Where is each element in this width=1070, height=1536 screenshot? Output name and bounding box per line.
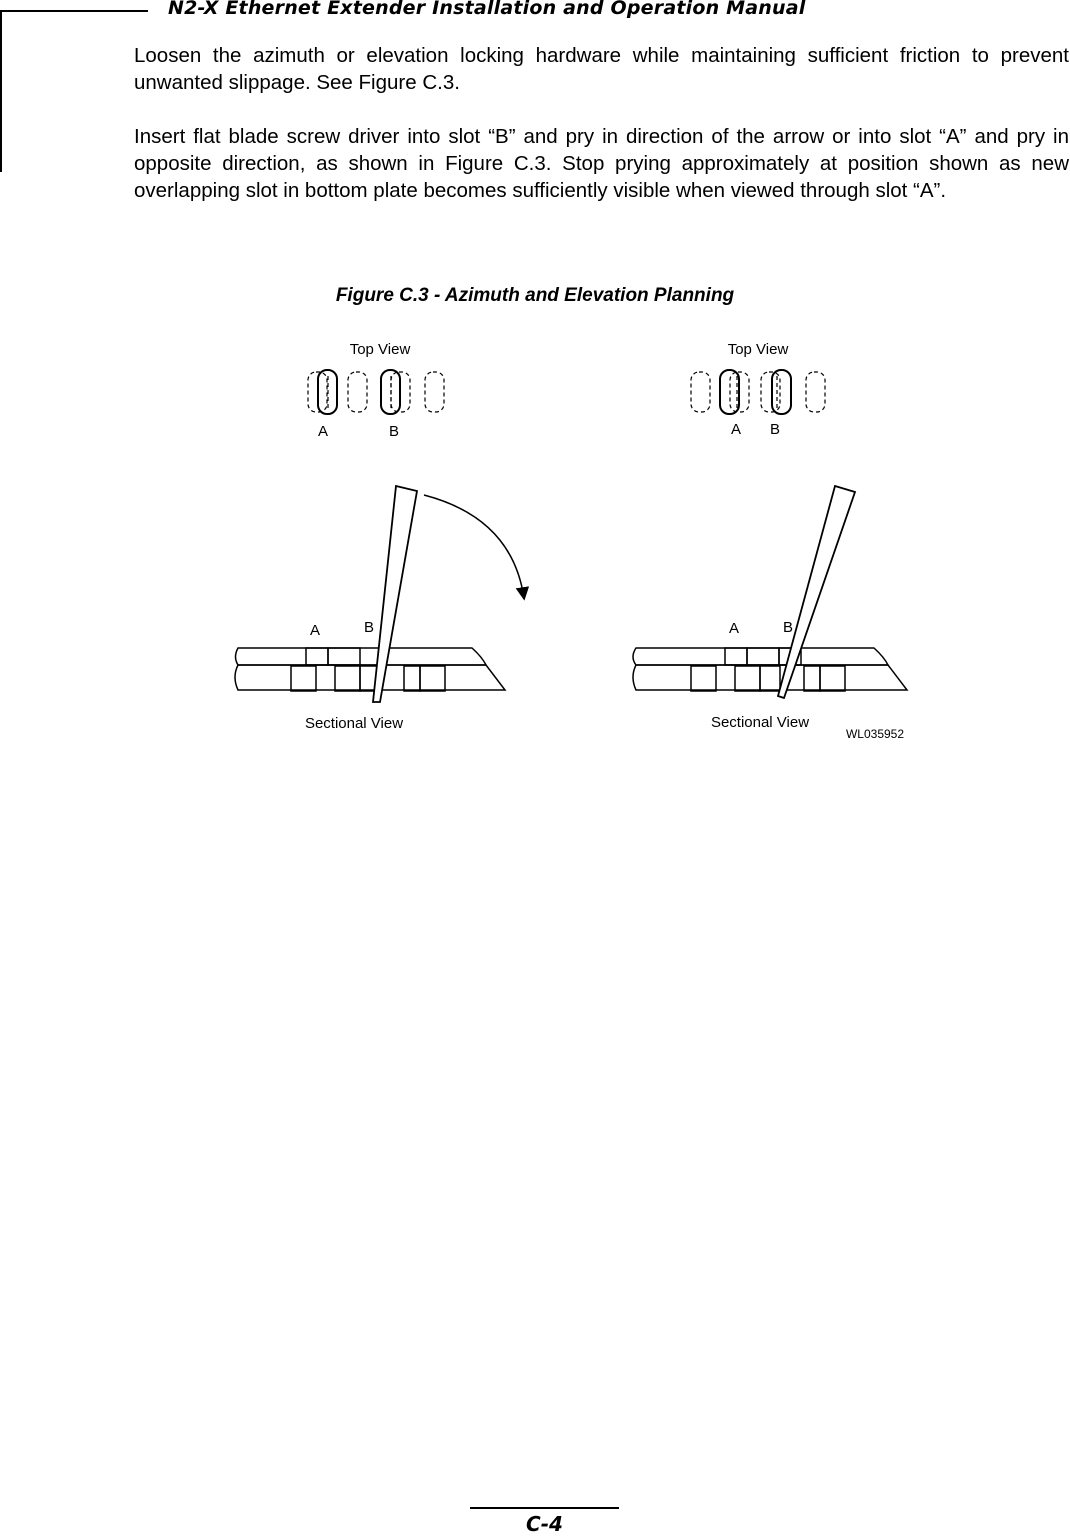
right-section-a-label: A [728, 620, 740, 637]
figure-caption: Figure C.3 - Azimuth and Elevation Planning [335, 285, 735, 306]
left-dashed-slots [308, 372, 444, 412]
left-section-a-label: A [309, 622, 321, 639]
paragraph-insert-screwdriver: Insert flat blade screw driver into slot “B” and pry in direction of the arrow or into slot “A” and pry in opposite direction, as shown in Figure C.3. Stop prying approximately at position shown as new overlapping slot in bottom plate becomes sufficiently visible when viewed through slot “A”. [134, 125, 1069, 202]
right-slot-a-label: A [730, 421, 742, 438]
figure-diagram [0, 320, 1070, 750]
left-top-view-label: Top View [349, 341, 411, 358]
header-title: N2-X Ethernet Extender Installation and Operation Manual [168, 0, 806, 19]
left-slot-b-label: B [388, 423, 400, 440]
figure-reference-code: WL035952 [845, 727, 905, 741]
page-number: C-4 [526, 1512, 563, 1536]
left-sectional-view [235, 486, 524, 732]
right-plates [633, 648, 907, 691]
right-sectional-view-label: Sectional View [710, 714, 810, 731]
left-top-view [308, 341, 444, 440]
right-top-view-label: Top View [727, 341, 789, 358]
right-solid-slot-b [772, 370, 791, 414]
left-screwdriver [373, 486, 417, 702]
page-frame-left-rule [0, 10, 2, 172]
left-section-b-label: B [363, 619, 375, 636]
left-slot-a-label: A [317, 423, 329, 440]
right-top-view [691, 341, 825, 438]
right-sectional-view [633, 486, 907, 741]
left-plates [235, 648, 505, 691]
right-section-b-label: B [782, 619, 794, 636]
page-frame-top-rule [0, 10, 148, 12]
footer-rule [470, 1507, 619, 1509]
left-sectional-view-label: Sectional View [304, 715, 404, 732]
right-dashed-slots [691, 372, 825, 412]
left-pry-direction-arrow [424, 495, 524, 598]
right-slot-b-label: B [769, 421, 781, 438]
paragraph-loosen-hardware: Loosen the azimuth or elevation locking hardware while maintaining sufficient friction to prevent unwanted slippage. See Figure C.3. [134, 44, 1069, 94]
